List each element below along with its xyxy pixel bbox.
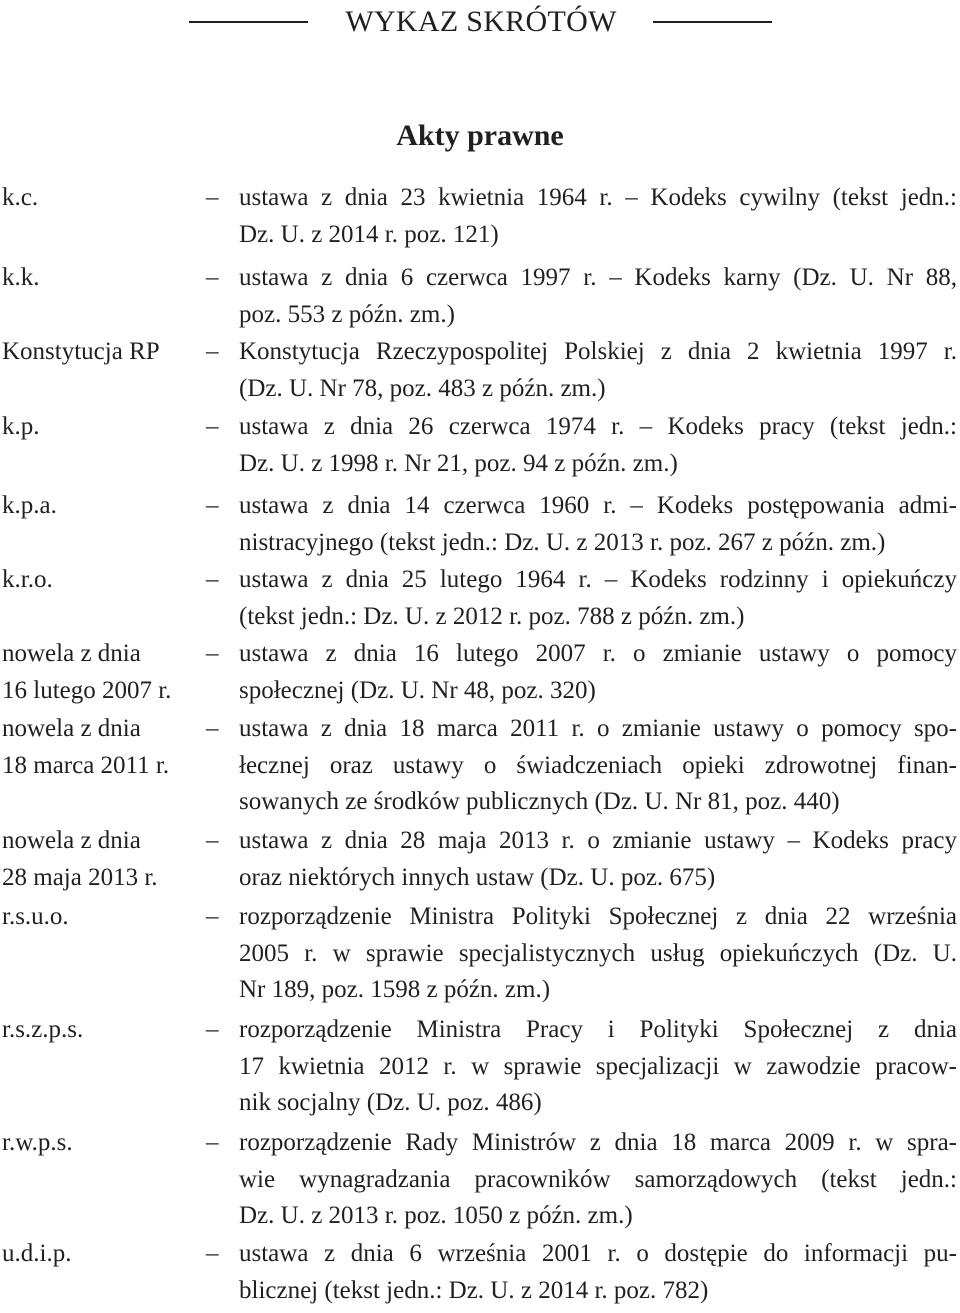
definition-line: sowanych ze środków publicznych (Dz. U. Nr 81, poz. 440) — [239, 788, 840, 815]
definition-line: ustawa z dnia 28 maja 2013 r. o zmianie ustawy – Kodeks pracy — [239, 827, 957, 854]
abbreviation-definition — [239, 180, 957, 253]
definition-line: ustawa z dnia 16 lutego 2007 r. o zmianie ustawy o pomocy — [239, 640, 957, 667]
abbreviation-definition — [239, 562, 957, 635]
abbreviation-term: u.d.i.p. — [2, 1240, 72, 1267]
abbreviation-definition — [239, 409, 957, 482]
abbreviation-term: nowela z dnia 16 lutego 2007 r. — [2, 640, 172, 704]
definition-line: nistracyjnego (tekst jedn.: Dz. U. z 2013 r. poz. 267 z późn. zm.) — [239, 528, 886, 556]
header-rule-left — [189, 21, 308, 23]
definition-line: Dz. U. z 1998 r. Nr 21, poz. 94 z późn. zm.) — [239, 449, 678, 477]
abbreviation-definition — [239, 823, 957, 896]
definition-line: ustawa z dnia 6 września 2001 r. o dostępie do informacji pu- — [239, 1240, 957, 1267]
abbreviation-definition — [239, 711, 957, 821]
entry-dash: – — [206, 903, 219, 930]
entry-dash: – — [206, 1016, 219, 1043]
abbreviation-term: nowela z dnia 28 maja 2013 r. — [2, 827, 158, 891]
definition-line: Dz. U. z 2014 r. poz. 121) — [239, 220, 499, 248]
definition-line: Nr 189, poz. 1598 z późn. zm.) — [239, 976, 551, 1003]
definition-line: poz. 553 z późn. zm.) — [239, 300, 455, 328]
abbreviation-definition — [239, 1012, 957, 1122]
abbreviation-term: k.c. — [2, 184, 39, 211]
entry-dash: – — [206, 715, 219, 742]
entry-dash: – — [206, 338, 219, 365]
definition-line: (Dz. U. Nr 78, poz. 483 z późn. zm.) — [239, 374, 606, 402]
header-rule-right — [653, 21, 772, 23]
entry-dash: – — [206, 492, 219, 519]
entry-dash: – — [206, 413, 219, 440]
page-header — [0, 2, 960, 42]
abbreviation-term: r.s.u.o. — [2, 903, 69, 930]
definition-line: rozporządzenie Rady Ministrów z dnia 18 marca 2009 r. w spra- — [239, 1129, 957, 1156]
abbreviation-definition — [239, 488, 957, 561]
definition-line: ustawa z dnia 23 kwietnia 1964 r. – Kodeks cywilny (tekst jedn.: — [239, 184, 957, 211]
entry-dash: – — [206, 640, 219, 667]
abbreviation-term: k.r.o. — [2, 566, 53, 593]
entry-dash: – — [206, 1129, 219, 1156]
abbreviation-definition — [239, 1125, 957, 1235]
abbreviation-term: r.w.p.s. — [2, 1129, 73, 1156]
definition-line: społecznej (Dz. U. Nr 48, poz. 320) — [239, 676, 596, 704]
definition-line: Konstytucja Rzeczypospolitej Polskiej z dnia 2 kwietnia 1997 r. — [239, 338, 957, 365]
entry-dash: – — [206, 264, 219, 291]
definition-line: wie wynagradzania pracowników samorządowych (tekst jedn.: — [239, 1165, 957, 1193]
page-title: WYKAZ SKRÓTÓW — [345, 5, 617, 38]
definition-line: 2005 r. w sprawie specjalistycznych usług opiekuńczych (Dz. U. — [239, 939, 957, 967]
definition-line: blicznej (tekst jedn.: Dz. U. z 2014 r. poz. 782) — [239, 1276, 709, 1304]
entry-dash: – — [206, 566, 219, 593]
definition-line: oraz niektórych innych ustaw (Dz. U. poz. 675) — [239, 863, 716, 891]
definition-line: nik socjalny (Dz. U. poz. 486) — [239, 1089, 542, 1116]
section-title: Akty prawne — [396, 119, 564, 152]
definition-line: rozporządzenie Ministra Polityki Społecznej z dnia 22 września — [239, 903, 957, 930]
definition-line: rozporządzenie Ministra Pracy i Polityki Społecznej z dnia — [239, 1016, 957, 1043]
definition-line: ustawa z dnia 26 czerwca 1974 r. – Kodeks pracy (tekst jedn.: — [239, 413, 957, 440]
abbreviation-term: k.p. — [2, 413, 40, 440]
entry-dash: – — [206, 1240, 219, 1267]
abbreviation-definition — [239, 899, 957, 1009]
definition-line: Dz. U. z 2013 r. poz. 1050 z późn. zm.) — [239, 1202, 633, 1229]
definition-line: 17 kwietnia 2012 r. w sprawie specjalizacji w zawodzie pracow- — [239, 1052, 957, 1080]
definition-line: ustawa z dnia 14 czerwca 1960 r. – Kodeks postępowania admi- — [239, 492, 957, 519]
definition-line: łecznej oraz ustawy o świadczeniach opieki zdrowotnej finan- — [239, 751, 957, 779]
definition-line: ustawa z dnia 18 marca 2011 r. o zmianie ustawy o pomocy spo- — [239, 715, 957, 742]
entry-dash: – — [206, 827, 219, 854]
definition-line: ustawa z dnia 6 czerwca 1997 r. – Kodeks karny (Dz. U. Nr 88, — [239, 264, 957, 291]
abbreviation-definition — [239, 334, 957, 407]
abbreviation-definition — [239, 636, 957, 709]
abbreviation-term: nowela z dnia 18 marca 2011 r. — [2, 715, 170, 779]
entry-dash: – — [206, 184, 219, 211]
definition-line: ustawa z dnia 25 lutego 1964 r. – Kodeks rodzinny i opiekuńczy — [239, 566, 957, 593]
abbreviation-term: k.p.a. — [2, 492, 57, 519]
abbreviation-term: r.s.z.p.s. — [2, 1016, 84, 1043]
abbreviation-definition — [239, 260, 957, 333]
abbreviation-term: Konstytucja RP — [2, 338, 160, 365]
abbreviation-term: k.k. — [2, 264, 40, 291]
abbreviation-definition — [239, 1236, 957, 1309]
definition-line: (tekst jedn.: Dz. U. z 2012 r. poz. 788 z późn. zm.) — [239, 602, 745, 630]
